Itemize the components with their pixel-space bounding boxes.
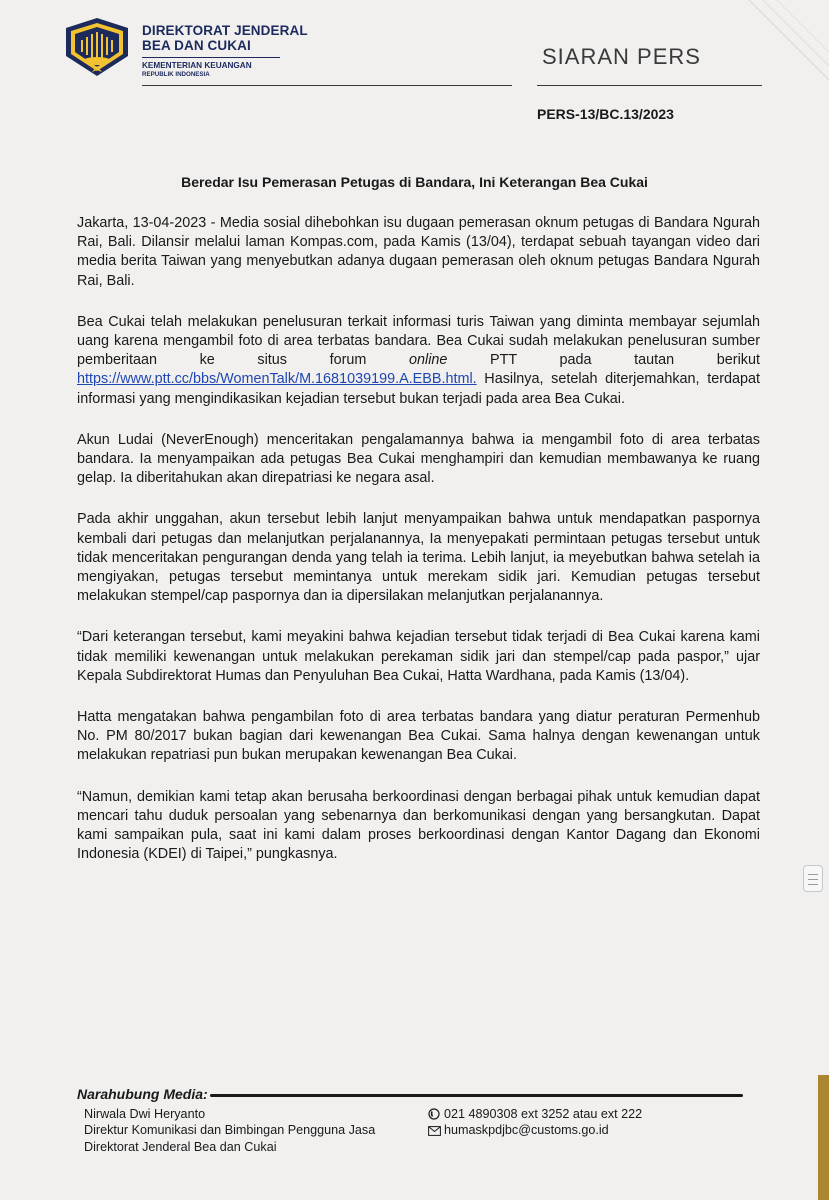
letterhead bbox=[0, 0, 829, 160]
contact-name: Nirwala Dwi Heryanto bbox=[84, 1107, 206, 1121]
paragraph-2 bbox=[77, 313, 760, 409]
document-type: SIARAN PERS bbox=[542, 44, 701, 69]
header-rule-right bbox=[537, 85, 762, 86]
paragraph-4: Pada akhir unggahan, akun tersebut lebih lanjut menyampaikan bahwa untuk mendapatkan paspornya kembali dari petugas dan melanjutkan perjalanannya, Ia menyepakati permintaan petugas tersebut untuk tidak menceritakan pengurangan denda yang telah ia terima. Lebih lanjut, ia meyebutkan bahwa setelah ia mengiyakan, petugas tersebut memintanya untuk merekam sidik jari. Kemudian petugas tersebut melakukan stempel/cap paspornya dan ia dipersilakan melanjutkan perjalanannya. bbox=[77, 511, 760, 605]
contact-person bbox=[84, 1106, 375, 1155]
header-rule-left bbox=[142, 85, 512, 86]
ministry-name: KEMENTERIAN KEUANGAN bbox=[142, 61, 252, 70]
paragraph-2-text-b: PTT pada tautan berikut bbox=[447, 352, 760, 369]
press-release-number: PERS-13/BC.13/2023 bbox=[537, 106, 674, 122]
paragraph-1: Jakarta, 13-04-2023 - Media sosial dihebohkan isu dugaan pemerasan oknum petugas di Bandara Ngurah Rai, Bali. Dilansir melalui laman Kompas.com, pada Kamis (13/04), terdapat sebuah tayangan video dari media berita Taiwan yang menyebutkan adanya dugaan pemerasan oleh oknum petugas Bandara Ngurah Rai, Bali. bbox=[77, 215, 760, 289]
media-contact-heading: Narahubung Media: bbox=[77, 1086, 208, 1102]
press-release-title: Beredar Isu Pemerasan Petugas di Bandara, Ini Keterangan Bea Cukai bbox=[181, 174, 648, 190]
org-divider bbox=[142, 57, 280, 58]
paragraph-2-text-a: Bea Cukai telah melakukan penelusuran terkait informasi turis Taiwan yang diminta membayar sejumlah uang karena mengambil foto di area terbatas bandara. Bea Cukai sudah melakukan penelusuran sumber pemberitaan ke situs forum bbox=[77, 313, 760, 369]
phone-number: 021 4890308 ext 3252 atau ext 222 bbox=[444, 1107, 643, 1121]
ptt-forum-link[interactable]: https://www.ptt.cc/bbs/WomenTalk/M.1681039199.A.EBB.html. bbox=[77, 371, 477, 388]
country-name: REPUBLIK INDONESIA bbox=[142, 71, 210, 78]
paragraph-3: Akun Ludai (NeverEnough) menceritakan pengalamannya bahwa ia mengambil foto di area terbatas bandara. Ia menyampaikan ada petugas Bea Cukai menghampiri dan kemudian membawanya ke ruang gelap. Ia diberitahukan akan direpatriasi ke negara asal. bbox=[77, 431, 760, 487]
paragraph-5: “Dari keterangan tersebut, kami meyakini bahwa kejadian tersebut tidak terjadi di Bea Cukai karena kami tidak memiliki kewenangan untuk melakukan perekaman sidik jari dan stempel/cap pada paspor,” ujar Kepala Subdirektorat Humas dan Penyuluhan Bea Cukai, Hatta Wardhana, pada Kamis (13/04). bbox=[77, 629, 760, 684]
gold-edge-strip bbox=[818, 1075, 829, 1200]
paragraph-7: “Namun, demikian kami tetap akan berusaha berkoordinasi dengan berbagai pihak untuk kemudian dapat mencari tahu duduk persoalan yang sebenarnya dan berkomunikasi dengan yang bersangkutan. Dapat kami sampaikan pula, saat ini kami dalam proses berkoordinasi dengan Kantor Dagang dan Ekonomi Indonesia (KDEI) di Taipei,” pungkasnya. bbox=[77, 788, 760, 863]
page-corner-ornament bbox=[749, 0, 829, 100]
contact-unit: Direktorat Jenderal Bea dan Cukai bbox=[84, 1139, 277, 1154]
org-line-2: BEA DAN CUKAI bbox=[142, 38, 251, 53]
paragraph-2-italic: online bbox=[409, 352, 448, 369]
scroll-handle[interactable] bbox=[803, 865, 823, 892]
contact-details bbox=[428, 1106, 642, 1139]
footer-rule bbox=[210, 1094, 743, 1097]
phone-row bbox=[428, 1106, 642, 1122]
bea-cukai-emblem-logo bbox=[62, 16, 132, 78]
org-line-1: DIREKTORAT JENDERAL bbox=[142, 23, 308, 38]
paragraph-2-text-c: Hasilnya, setelah diterjemahkan, terdapat informasi yang mengindikasikan kejadian tersebut bukan terjadi pada area Bea Cukai. bbox=[77, 371, 760, 407]
press-release-body bbox=[77, 214, 760, 886]
email-address[interactable]: humaskpdjbc@customs.go.id bbox=[444, 1123, 609, 1138]
envelope-icon bbox=[428, 1126, 444, 1136]
contact-position: Direktur Komunikasi dan Bimbingan Pengguna Jasa bbox=[84, 1123, 376, 1138]
phone-icon bbox=[428, 1108, 444, 1120]
email-row bbox=[428, 1122, 642, 1138]
paragraph-6: Hatta mengatakan bahwa pengambilan foto di area terbatas bandara yang diatur peraturan Permenhub No. PM 80/2017 bukan bagian dari kewenangan Bea Cukai. Sama halnya dengan kewenangan untuk melakukan repatriasi pun bukan merupakan kewenangan Bea Cukai. bbox=[77, 709, 760, 764]
organization-name bbox=[142, 23, 308, 79]
